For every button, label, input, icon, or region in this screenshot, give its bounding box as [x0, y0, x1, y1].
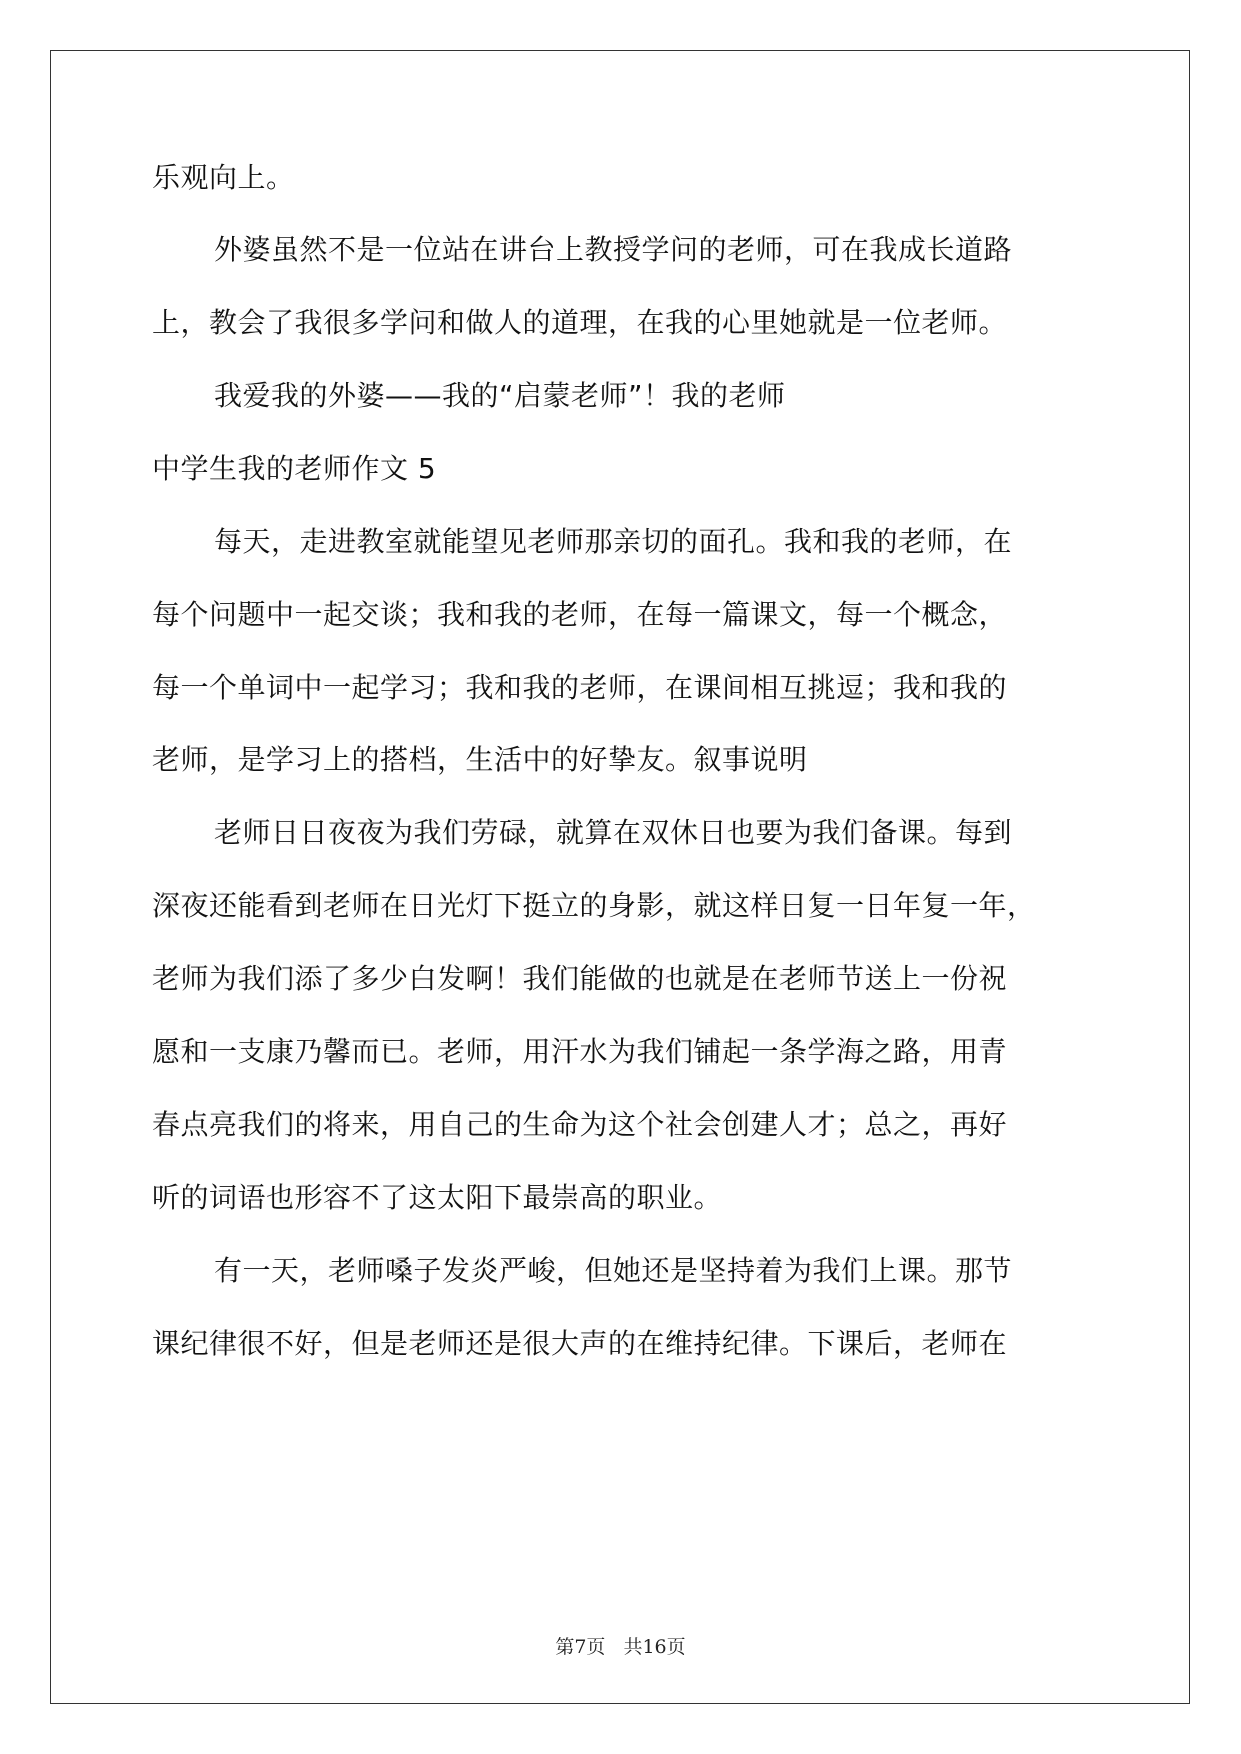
text-line: 上，教会了我很多学问和做人的道理，在我的心里她就是一位老师。: [152, 306, 1008, 339]
text-line: 愿和一支康乃馨而已。老师，用汗水为我们铺起一条学海之路，用青: [152, 1035, 1008, 1068]
text-line: 老师，是学习上的搭档，生活中的好挚友。叙事说明: [152, 743, 808, 776]
page-border: [50, 50, 1190, 1704]
text-line: 老师为我们添了多少白发啊！我们能做的也就是在老师节送上一份祝: [152, 962, 1008, 995]
page-total: 共16页: [623, 1636, 686, 1658]
text-line: 课纪律很不好，但是老师还是很大声的在维持纪律。下课后，老师在: [152, 1327, 1008, 1360]
text-line: 有一天，老师嗓子发炎严峻，但她还是坚持着为我们上课。那节: [214, 1254, 1013, 1287]
page-footer: [0, 1632, 1241, 1659]
text-line: 春点亮我们的将来，用自己的生命为这个社会创建人才；总之，再好: [152, 1108, 1008, 1141]
text-line: 老师日日夜夜为我们劳碌，就算在双休日也要为我们备课。每到: [214, 816, 1013, 849]
text-line: 乐观向上。: [152, 161, 295, 194]
page-number: 第7页: [555, 1636, 606, 1658]
text-line: 深夜还能看到老师在日光灯下挺立的身影，就这样日复一日年复一年，: [152, 889, 1036, 922]
text-line: 我爱我的外婆——我的“启蒙老师”！我的老师: [214, 379, 786, 412]
text-line: 每个问题中一起交谈；我和我的老师，在每一篇课文，每一个概念，: [152, 598, 1008, 631]
section-heading: 中学生我的老师作文 5: [152, 452, 437, 485]
text-line: 每天，走进教室就能望见老师那亲切的面孔。我和我的老师，在: [214, 525, 1013, 558]
text-line: 外婆虽然不是一位站在讲台上教授学问的老师，可在我成长道路: [214, 233, 1013, 266]
text-line: 听的词语也形容不了这太阳下最崇高的职业。: [152, 1181, 723, 1214]
text-line: 每一个单词中一起学习；我和我的老师，在课间相互挑逗；我和我的: [152, 671, 1008, 704]
